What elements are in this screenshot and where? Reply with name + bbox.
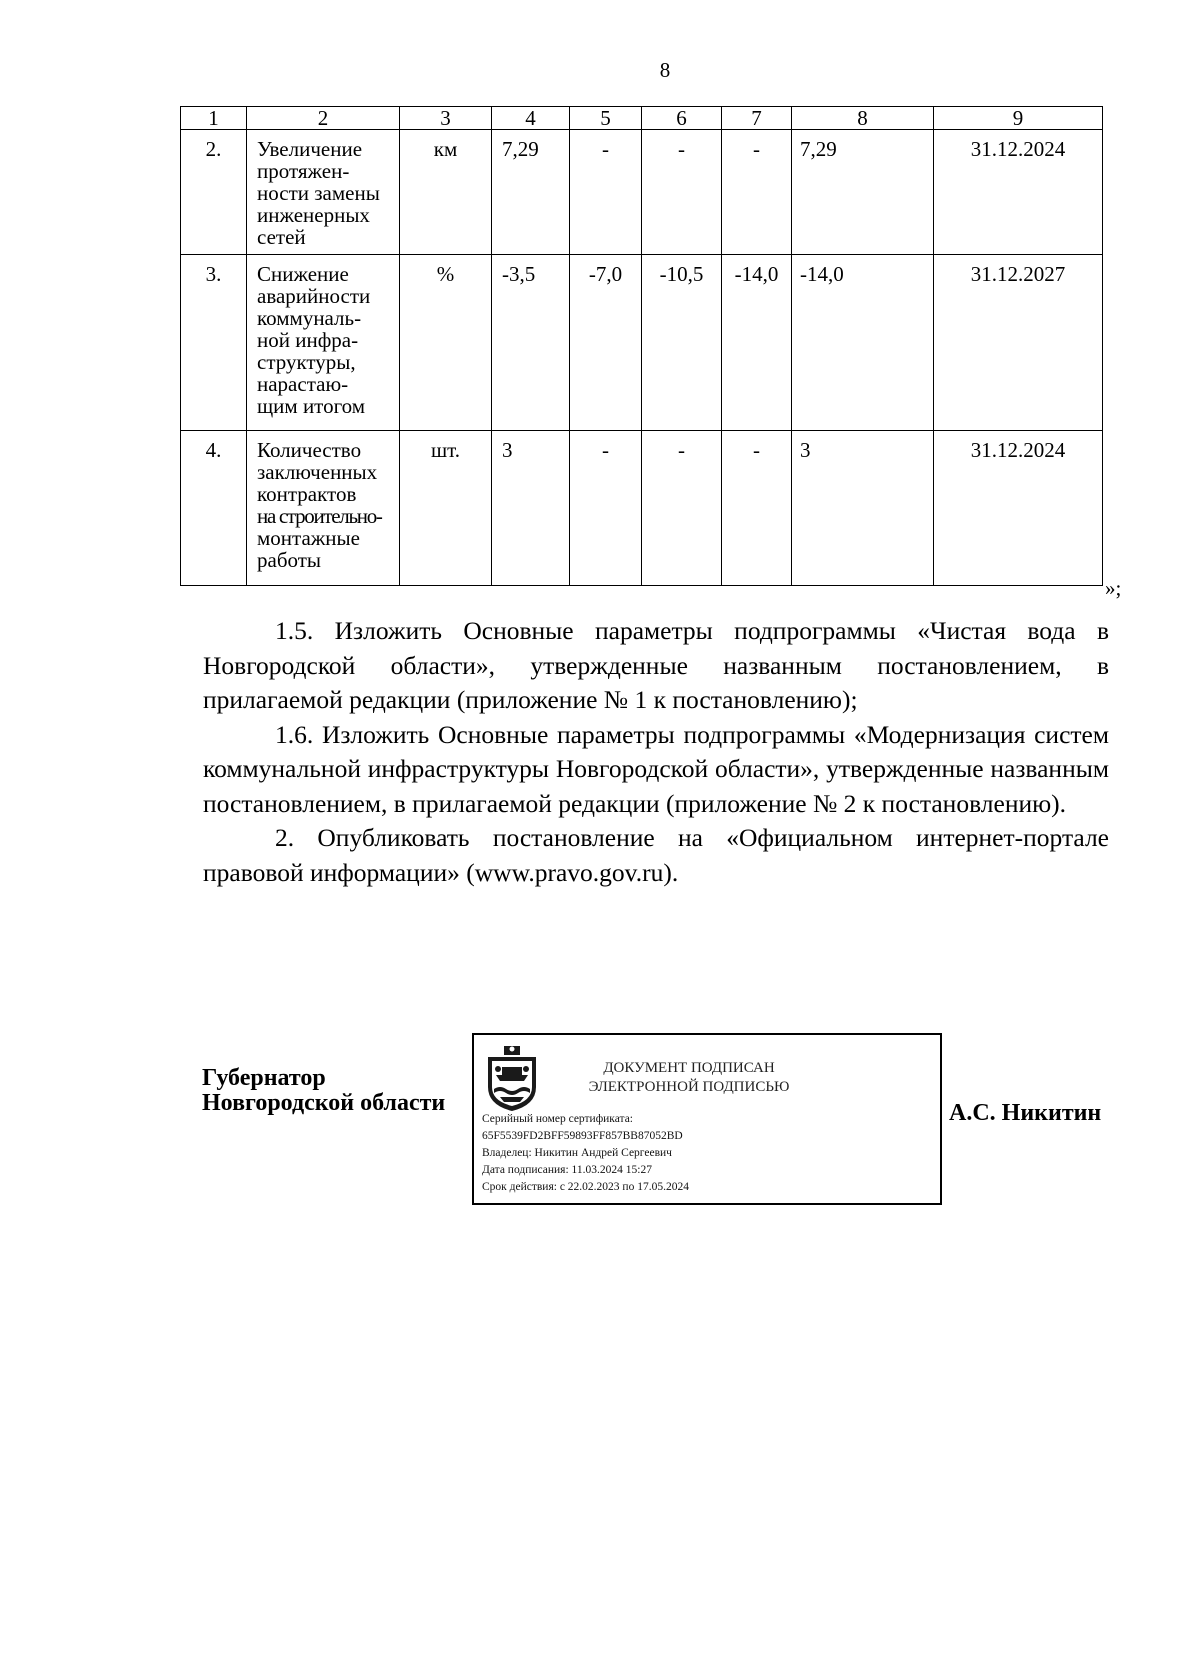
- value-cell: -: [570, 130, 642, 255]
- table-closing-quote: »;: [1105, 576, 1122, 600]
- indicator-name-line: ной инфра-: [257, 328, 359, 352]
- indicator-name-line: инженерных: [257, 203, 370, 227]
- value-cell: -: [642, 130, 722, 255]
- signer-title: [202, 1066, 445, 1116]
- page-number: 8: [659, 58, 671, 82]
- date-cell: 31.12.2024: [934, 130, 1103, 255]
- indicator-name-line: структуры,: [257, 350, 356, 374]
- indicators-table: [180, 106, 1103, 586]
- signer-title-line: Губернатор: [202, 1065, 326, 1091]
- indicator-name-line: протяжен-: [257, 159, 350, 183]
- value-cell: 7,29: [792, 130, 934, 255]
- unit-cell: шт.: [400, 431, 492, 586]
- date-cell: 31.12.2027: [934, 255, 1103, 431]
- indicator-name-line: работы: [257, 548, 322, 572]
- cert-label: Серийный номер сертификата:: [482, 1113, 633, 1125]
- indicator-name-line: коммуналь-: [257, 306, 362, 330]
- date-cell: 31.12.2024: [934, 431, 1103, 586]
- value-cell: 3: [492, 431, 570, 586]
- paragraph-2: 2. Опубликовать постановление на «Официальном интернет-портале правовой информации» (www.pravo.gov.ru).: [203, 823, 1109, 887]
- value-cell: -: [722, 431, 792, 586]
- header-cell: 7: [722, 107, 792, 130]
- row-number: 3.: [181, 255, 247, 431]
- indicator-name-line: монтажные: [257, 526, 360, 550]
- signer-name: А.С. Никитин: [949, 1100, 1102, 1126]
- table-row: [181, 255, 1103, 431]
- coat-of-arms-icon: [482, 1043, 542, 1113]
- indicator-name: [247, 255, 400, 431]
- header-cell: 5: [570, 107, 642, 130]
- unit-cell: %: [400, 255, 492, 431]
- cert-serial: 65F5539FD2BFF59893FF857BB87052BD: [482, 1130, 683, 1142]
- indicator-name-line: Количество: [257, 438, 362, 462]
- indicator-name-line: ности замены: [257, 181, 380, 205]
- paragraph-1-6: 1.6. Изложить Основные параметры подпрограммы «Модернизация систем коммунальной инфраструктуры Новгородской области», утвержденные названным постановлением, в прилагаемой редакции (приложение № 2 к постановлению).: [203, 719, 1109, 818]
- indicator-name-line: сетей: [257, 225, 306, 249]
- value-cell: -10,5: [642, 255, 722, 431]
- indicator-name: [247, 431, 400, 586]
- signer-title-line: Новгородской области: [202, 1090, 446, 1116]
- cert-owner: Владелец: Никитин Андрей Сергеевич: [482, 1147, 672, 1159]
- indicator-name-line: аварийности: [257, 284, 371, 308]
- header-cell: 9: [934, 107, 1103, 130]
- stamp-title: [554, 1059, 824, 1097]
- body-text: [203, 614, 1109, 890]
- indicator-name-line: щим итогом: [257, 394, 366, 418]
- table-row: [181, 431, 1103, 586]
- value-cell: -: [642, 431, 722, 586]
- indicator-name-line: на строительно-: [257, 504, 382, 528]
- table-row: [181, 130, 1103, 255]
- value-cell: -3,5: [492, 255, 570, 431]
- paragraph-1-5: 1.5. Изложить Основные параметры подпрограммы «Чистая вода в Новгородской области», утвержденные названным постановлением, в прилагаемой редакции (приложение № 1 к постановлению);: [203, 616, 1109, 714]
- indicator-name-line: нарастаю-: [257, 372, 349, 396]
- stamp-title-line: ЭЛЕКТРОННОЙ ПОДПИСЬЮ: [588, 1079, 790, 1095]
- certificate-details: [482, 1111, 689, 1196]
- header-cell: 3: [400, 107, 492, 130]
- value-cell: 7,29: [492, 130, 570, 255]
- indicator-name: [247, 130, 400, 255]
- value-cell: -: [722, 130, 792, 255]
- value-cell: -14,0: [722, 255, 792, 431]
- header-cell: 8: [792, 107, 934, 130]
- indicator-name-line: Увеличение: [257, 137, 363, 161]
- cert-signed-date: Дата подписания: 11.03.2024 15:27: [482, 1164, 652, 1176]
- indicator-name-line: Снижение: [257, 262, 349, 286]
- row-number: 4.: [181, 431, 247, 586]
- value-cell: -14,0: [792, 255, 934, 431]
- indicator-name-line: контрактов: [257, 482, 357, 506]
- header-cell: 1: [181, 107, 247, 130]
- cert-validity: Срок действия: с 22.02.2023 по 17.05.2024: [482, 1181, 689, 1193]
- value-cell: 3: [792, 431, 934, 586]
- table-header-row: [181, 107, 1103, 130]
- row-number: 2.: [181, 130, 247, 255]
- indicator-name-line: заключенных: [257, 460, 378, 484]
- value-cell: -: [570, 431, 642, 586]
- header-cell: 2: [247, 107, 400, 130]
- value-cell: -7,0: [570, 255, 642, 431]
- electronic-signature-stamp: [472, 1033, 942, 1205]
- header-cell: 6: [642, 107, 722, 130]
- unit-cell: км: [400, 130, 492, 255]
- stamp-title-line: ДОКУМЕНТ ПОДПИСАН: [603, 1060, 775, 1076]
- header-cell: 4: [492, 107, 570, 130]
